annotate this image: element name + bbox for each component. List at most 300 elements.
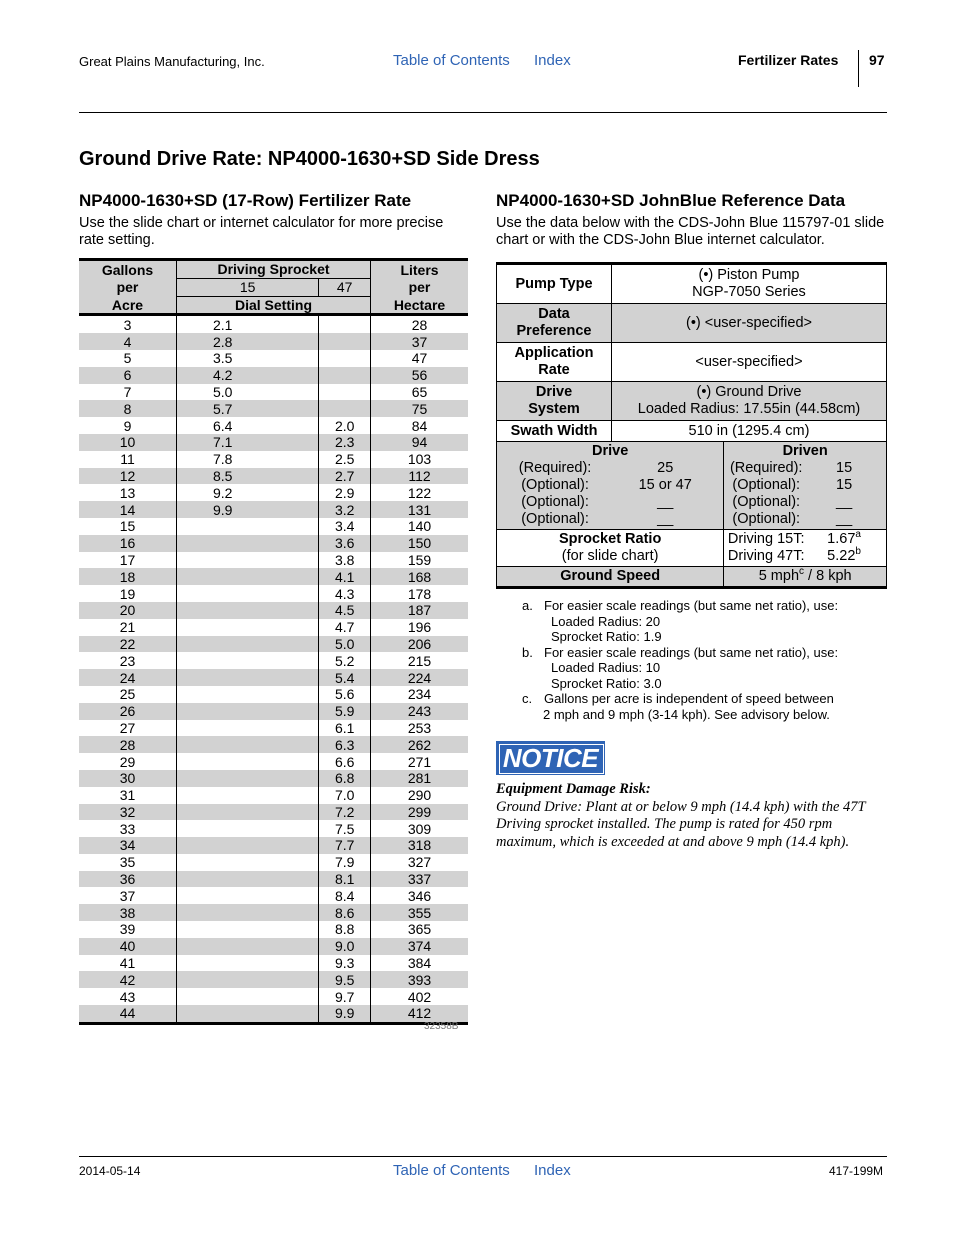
liters-cell: 37 (371, 333, 469, 350)
footnote-b-mark: b. (522, 644, 533, 660)
gallons-cell: 9 (79, 417, 177, 434)
col-sprocket-15: 15 (177, 278, 319, 296)
gallons-cell: 21 (79, 619, 177, 636)
right-heading: NP4000-1630+SD JohnBlue Reference Data (496, 191, 846, 210)
table-row (79, 871, 468, 888)
liters-cell: 365 (407, 921, 432, 938)
dial-15-cell (177, 804, 319, 821)
ratio-47-value: 5.22 (827, 548, 856, 564)
gallons-cell: 5 (79, 350, 177, 367)
dial-47-cell: 5.9 (319, 703, 371, 720)
table-row (79, 887, 468, 904)
notice-label: NOTICE (502, 743, 599, 773)
dial-47-cell: 9.0 (319, 938, 371, 955)
liters-cell: 159 (407, 551, 432, 568)
dial-47-cell: 9.5 (319, 971, 371, 988)
drive-system-label-2: System (528, 401, 580, 417)
drive-required-label: (Required): (518, 460, 592, 476)
gallons-cell: 28 (79, 736, 177, 753)
footer-toc-link[interactable]: Table of Contents (393, 1162, 510, 1179)
dial-47-cell: 6.1 (319, 720, 371, 737)
table-row (79, 501, 468, 518)
gallons-cell: 10 (79, 434, 177, 451)
footnotes (522, 598, 838, 722)
dial-15-cell (177, 871, 319, 888)
dial-47-cell: 4.5 (319, 602, 371, 619)
col-sprocket-47: 47 (319, 278, 371, 296)
liters-cell: 290 (407, 787, 432, 804)
drive-optional-value-1: 15 or 47 (638, 477, 692, 493)
footnote-c-text: Gallons per acre is independent of speed between (544, 691, 834, 706)
liters-cell: 65 (411, 383, 428, 400)
dial-47-cell: 4.3 (319, 585, 371, 602)
gallons-cell: 7 (79, 384, 177, 401)
liters-cell: 224 (371, 669, 469, 686)
table-row (79, 568, 468, 585)
table-row (79, 652, 468, 669)
dial-15-cell: 2.8 (177, 333, 319, 350)
dial-47-cell: 5.6 (319, 686, 371, 703)
footnote-c-line1: 2 mph and 9 mph (3-14 kph). See advisory below. (543, 706, 830, 722)
page-number: 97 (869, 52, 885, 68)
dial-15-cell (177, 938, 319, 955)
section-name: Fertilizer Rates (738, 52, 839, 68)
gallons-cell: 34 (79, 837, 177, 854)
dial-47-cell: 3.8 (319, 552, 371, 569)
table-row (79, 1005, 468, 1023)
data-preference-label-1: Data (538, 306, 570, 322)
dial-15-cell: 7.8 (177, 451, 319, 468)
dial-47-cell: 2.9 (319, 484, 371, 501)
dial-47-cell: 6.8 (319, 770, 371, 787)
col-liters-3: Hectare (371, 296, 469, 315)
table-row (79, 736, 468, 753)
gallons-cell: 11 (79, 451, 177, 468)
liters-cell: 402 (407, 988, 432, 1005)
liters-cell: 178 (407, 585, 432, 602)
application-rate-value: <user-specified> (612, 343, 887, 382)
liters-cell: 243 (371, 703, 469, 720)
dial-15-cell (177, 770, 319, 787)
gallons-cell: 15 (79, 518, 177, 535)
footnote-a-line2: Sprocket Ratio: 1.9 (551, 629, 662, 644)
footnote-b-line2: Sprocket Ratio: 3.0 (551, 675, 662, 691)
table-row (79, 787, 468, 804)
col-liters-1: Liters (371, 260, 469, 279)
footnote-b-text: For easier scale readings (but same net ratio), use: (544, 644, 839, 660)
dial-15-cell (177, 568, 319, 585)
dial-15-cell: 8.5 (177, 468, 319, 485)
dial-47-cell: 8.6 (319, 904, 371, 921)
ground-speed-note: c (799, 566, 805, 578)
sprocket-ratio-sub: (for slide chart) (561, 548, 659, 564)
dial-15-cell: 9.2 (177, 484, 319, 501)
table-row (79, 971, 468, 988)
gallons-cell: 13 (79, 484, 177, 501)
data-preference-label-2: Preference (516, 323, 592, 339)
liters-cell: 318 (371, 837, 469, 854)
liters-cell: 327 (407, 854, 432, 871)
gallons-cell: 27 (79, 720, 177, 737)
ratio-15-note: a (855, 529, 861, 541)
table-row (79, 854, 468, 871)
dial-15-cell (177, 585, 319, 602)
dial-15-cell: 7.1 (177, 434, 319, 451)
liters-cell: 28 (411, 316, 428, 333)
gallons-cell: 40 (79, 938, 177, 955)
liters-cell: 262 (371, 736, 469, 753)
gallons-cell: 4 (79, 333, 177, 350)
dial-15-cell (177, 971, 319, 988)
gallons-cell: 20 (79, 602, 177, 619)
liters-cell: 122 (407, 484, 432, 501)
footnote-a-line1: Loaded Radius: 20 (551, 613, 661, 629)
drive-optional-label-3: (Optional): (521, 511, 589, 527)
col-dial-setting: Dial Setting (177, 296, 371, 315)
swath-width-label: Swath Width (497, 421, 612, 442)
dial-15-cell (177, 703, 319, 720)
dial-47-cell: 8.8 (319, 921, 371, 938)
liters-cell: 374 (371, 938, 469, 955)
liters-cell: 75 (371, 400, 469, 417)
dial-47-cell: 3.6 (319, 535, 371, 552)
gallons-cell: 44 (79, 1005, 177, 1023)
liters-cell: 187 (371, 602, 469, 619)
liters-cell: 337 (371, 871, 469, 888)
header-toc-link[interactable]: Table of Contents (393, 52, 510, 69)
liters-cell: 215 (407, 652, 432, 669)
table-row (79, 686, 468, 703)
gallons-cell: 39 (79, 921, 177, 938)
dial-47-cell: 5.0 (319, 636, 371, 653)
dial-47-cell (319, 400, 371, 417)
table-row (79, 434, 468, 451)
page-title: Ground Drive Rate: NP4000-1630+SD Side Dress (79, 148, 540, 170)
footer-date: 2014-05-14 (79, 1164, 141, 1178)
drive-system-value-2: Loaded Radius: 17.55in (44.58cm) (637, 401, 861, 417)
dial-47-cell (319, 350, 371, 367)
liters-cell: 299 (371, 804, 469, 821)
dial-15-cell (177, 686, 319, 703)
dial-15-cell: 9.9 (177, 501, 319, 518)
dial-15-cell (177, 736, 319, 753)
dial-47-cell: 7.2 (319, 804, 371, 821)
liters-cell: 168 (371, 568, 469, 585)
ratio-47-label: Driving 47T: (727, 548, 805, 564)
liters-cell: 253 (407, 719, 432, 736)
dial-15-cell: 5.0 (177, 384, 319, 401)
application-rate-label-1: Application (514, 345, 594, 361)
drive-system-label-1: Drive (535, 384, 573, 400)
gallons-cell: 23 (79, 652, 177, 669)
dial-47-cell: 8.1 (319, 871, 371, 888)
dial-15-cell (177, 652, 319, 669)
dial-15-cell (177, 837, 319, 854)
dial-47-cell: 5.2 (319, 652, 371, 669)
dial-15-cell (177, 955, 319, 972)
dial-15-cell (177, 636, 319, 653)
driven-required-label: (Required): (729, 460, 803, 476)
ratio-47-note: b (855, 546, 861, 558)
drive-system-value-1: (•) Ground Drive (696, 384, 802, 400)
data-preference-label (497, 304, 612, 343)
liters-cell: 281 (371, 770, 469, 787)
sprocket-ratio-values (724, 530, 887, 567)
driven-optional-value-3: __ (836, 511, 853, 527)
table-row (79, 400, 468, 417)
footnote-b-line1: Loaded Radius: 10 (551, 660, 661, 675)
dial-15-cell (177, 602, 319, 619)
dial-47-cell: 7.7 (319, 837, 371, 854)
dial-47-cell (319, 333, 371, 350)
table-row (79, 619, 468, 636)
pump-type-value (612, 264, 887, 304)
dial-47-cell: 2.3 (319, 434, 371, 451)
ground-speed-value (724, 567, 887, 588)
col-gallons-3: Acre (79, 296, 177, 315)
gallons-cell: 19 (79, 585, 177, 602)
col-gallons-1: Gallons (79, 260, 177, 279)
gallons-cell: 22 (79, 636, 177, 653)
sprocket-ratio-title: Sprocket Ratio (558, 531, 662, 547)
liters-cell: 84 (411, 417, 428, 434)
driven-optional-value-2: __ (836, 494, 853, 510)
dial-15-cell (177, 887, 319, 904)
table-row (79, 384, 468, 401)
swath-width-value: 510 in (1295.4 cm) (612, 421, 887, 442)
notice-text: Ground Drive: Plant at or below 9 mph (14.4 kph) with the 47T Driving sprocket installed. The pump is rated for 450 rpm maximum, which is exceeded at and above 9 mph (14.4 kph). (496, 798, 866, 850)
gallons-cell: 16 (79, 535, 177, 552)
liters-cell: 346 (407, 887, 432, 904)
table-row (79, 921, 468, 938)
notice-message (496, 781, 888, 851)
table-row (79, 804, 468, 821)
header-rule (79, 112, 887, 113)
dial-47-cell: 2.0 (319, 417, 371, 434)
col-gallons-2: per (79, 278, 177, 296)
table-row (79, 820, 468, 837)
dial-15-cell (177, 854, 319, 871)
company-name: Great Plains Manufacturing, Inc. (79, 54, 265, 69)
gallons-cell: 24 (79, 669, 177, 686)
dial-15-cell: 5.7 (177, 400, 319, 417)
table-row (79, 333, 468, 350)
driven-optional-value-1: 15 (836, 477, 853, 493)
table-row (79, 988, 468, 1005)
dial-15-cell (177, 669, 319, 686)
drive-required-value: 25 (657, 460, 674, 476)
ratio-15-value: 1.67 (827, 531, 856, 547)
gallons-cell: 18 (79, 568, 177, 585)
table-row (79, 518, 468, 535)
liters-cell: 196 (407, 619, 432, 636)
gallons-cell: 41 (79, 955, 177, 972)
ground-speed-label: Ground Speed (497, 567, 724, 588)
table-row (79, 350, 468, 367)
drive-heading: Drive (592, 443, 629, 459)
dial-15-cell (177, 518, 319, 535)
driven-heading: Driven (782, 443, 828, 459)
drive-optional-value-3: __ (657, 511, 674, 527)
table-row (79, 753, 468, 770)
dial-15-cell (177, 904, 319, 921)
dial-15-cell: 3.5 (177, 350, 319, 367)
table-row (79, 468, 468, 485)
dial-47-cell: 9.3 (319, 955, 371, 972)
liters-cell: 355 (371, 904, 469, 921)
application-rate-label-2: Rate (538, 362, 570, 378)
gallons-cell: 30 (79, 770, 177, 787)
dial-15-cell (177, 1005, 319, 1023)
table-row (79, 955, 468, 972)
fertilizer-rate-table (79, 258, 468, 1025)
dial-47-cell: 4.1 (319, 568, 371, 585)
dial-47-cell: 7.5 (319, 820, 371, 837)
table-row (79, 417, 468, 434)
gallons-cell: 38 (79, 904, 177, 921)
footer-index-link[interactable]: Index (534, 1162, 571, 1179)
rate-table-body (79, 315, 468, 1023)
dial-47-cell (319, 367, 371, 384)
dial-15-cell: 2.1 (177, 315, 319, 333)
right-intro: Use the data below with the CDS-John Blue 115797-01 slide chart or with the CDS-John Blue internet calculator. (496, 215, 885, 248)
table-row (79, 367, 468, 384)
col-liters-2: per (371, 278, 469, 296)
gallons-cell: 8 (79, 400, 177, 417)
dial-15-cell (177, 535, 319, 552)
dial-47-cell: 9.7 (319, 988, 371, 1005)
liters-cell: 150 (371, 535, 469, 552)
dial-15-cell (177, 619, 319, 636)
gallons-cell: 33 (79, 820, 177, 837)
dial-15-cell (177, 820, 319, 837)
dial-47-cell: 2.7 (319, 468, 371, 485)
table-row (79, 703, 468, 720)
dial-15-cell (177, 552, 319, 569)
drive-optional-value-2: __ (657, 494, 674, 510)
drive-sprockets (497, 442, 724, 530)
table-row (79, 770, 468, 787)
liters-cell: 94 (371, 434, 469, 451)
gallons-cell: 26 (79, 703, 177, 720)
dial-47-cell: 7.9 (319, 854, 371, 871)
footnote-a-mark: a. (522, 598, 533, 613)
drive-system-value (612, 382, 887, 421)
dial-47-cell: 7.0 (319, 787, 371, 804)
liters-cell: 309 (407, 820, 432, 837)
gallons-cell: 31 (79, 787, 177, 804)
dial-47-cell: 2.5 (319, 451, 371, 468)
pump-type-value-1: (•) Piston Pump (698, 267, 800, 283)
col-driving-sprocket: Driving Sprocket (177, 260, 371, 279)
gallons-cell: 14 (79, 501, 177, 518)
dial-47-cell (319, 315, 371, 333)
application-rate-label (497, 343, 612, 382)
dial-15-cell: 4.2 (177, 367, 319, 384)
dial-15-cell (177, 988, 319, 1005)
drive-system-label (497, 382, 612, 421)
liters-cell: 140 (407, 518, 432, 535)
liters-cell: 56 (371, 367, 469, 384)
table-row (79, 669, 468, 686)
ground-speed-b: / 8 kph (804, 568, 852, 584)
table-row (79, 602, 468, 619)
footnote-a-text: For easier scale readings (but same net ratio), use: (544, 598, 839, 613)
dial-47-cell: 5.4 (319, 669, 371, 686)
pump-type-label: Pump Type (497, 264, 612, 304)
notice-title: Equipment Damage Risk: (496, 781, 651, 797)
left-heading: NP4000-1630+SD (17-Row) Fertilizer Rate (79, 191, 412, 210)
liters-cell: 234 (407, 686, 432, 703)
dial-15-cell: 6.4 (177, 417, 319, 434)
table-row (79, 720, 468, 737)
dial-47-cell: 6.6 (319, 753, 371, 770)
liters-cell: 271 (407, 753, 432, 770)
driven-required-value: 15 (836, 460, 853, 476)
dial-15-cell (177, 787, 319, 804)
liters-cell: 412 (371, 1005, 469, 1023)
dial-47-cell: 8.4 (319, 887, 371, 904)
drive-optional-label-2: (Optional): (521, 494, 589, 510)
driven-sprockets (724, 442, 887, 530)
data-preference-value: (•) <user-specified> (612, 304, 887, 343)
dial-47-cell: 3.4 (319, 518, 371, 535)
drive-optional-label-1: (Optional): (521, 477, 589, 493)
liters-cell: 393 (371, 971, 469, 988)
gallons-cell: 17 (79, 552, 177, 569)
dial-15-cell (177, 720, 319, 737)
liters-cell: 131 (371, 501, 469, 518)
gallons-cell: 35 (79, 854, 177, 871)
footer-rule (79, 1156, 887, 1157)
driven-optional-label-2: (Optional): (732, 494, 801, 510)
table-row (79, 315, 468, 333)
gallons-cell: 6 (79, 367, 177, 384)
gallons-cell: 42 (79, 971, 177, 988)
table-row (79, 585, 468, 602)
figure-id: 32358B (424, 1021, 459, 1032)
dial-47-cell (319, 384, 371, 401)
header-divider (858, 50, 859, 87)
ground-speed-a: 5 mph (758, 568, 800, 584)
dial-47-cell: 6.3 (319, 736, 371, 753)
gallons-cell: 36 (79, 871, 177, 888)
table-row (79, 535, 468, 552)
table-row (79, 552, 468, 569)
liters-cell: 384 (407, 955, 432, 972)
ratio-15-label: Driving 15T: (727, 531, 805, 547)
sprocket-ratio-label (497, 530, 724, 567)
gallons-cell: 43 (79, 988, 177, 1005)
table-row (79, 904, 468, 921)
header-index-link[interactable]: Index (534, 52, 571, 69)
table-row (79, 484, 468, 501)
table-row (79, 636, 468, 653)
table-row (79, 938, 468, 955)
liters-cell: 47 (411, 350, 428, 367)
gallons-cell: 29 (79, 753, 177, 770)
dial-15-cell (177, 753, 319, 770)
dial-47-cell: 9.9 (319, 1005, 371, 1023)
footnote-c-mark: c. (522, 691, 533, 706)
gallons-cell: 37 (79, 887, 177, 904)
left-intro: Use the slide chart or internet calculator for more precise rate setting. (79, 215, 444, 248)
liters-cell: 103 (407, 451, 432, 468)
pump-type-value-2: NGP-7050 Series (692, 284, 806, 300)
gallons-cell: 3 (79, 315, 177, 333)
table-row (79, 837, 468, 854)
driven-optional-label-1: (Optional): (732, 477, 801, 493)
